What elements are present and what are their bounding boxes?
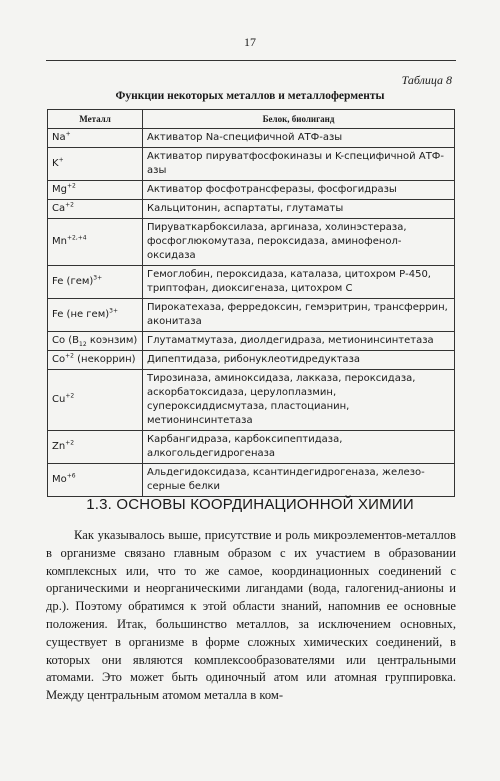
metal-cell — [48, 181, 143, 200]
table-row — [48, 370, 455, 431]
metal-note: коэнзим) — [86, 335, 138, 346]
protein-cell: Пируваткарбоксилаза, аргиназа, холинэстераза, фосфоглюкомутаза, пероксидаза, аминофенол-оксидаза — [143, 219, 455, 266]
metal-charge: +2 — [65, 201, 74, 209]
table-header-row — [48, 110, 455, 129]
metal-charge: + — [65, 130, 71, 138]
metal-charge: +6 — [66, 472, 76, 480]
metal-symbol: Zn — [52, 441, 66, 452]
metal-symbol: K — [52, 158, 59, 169]
metal-symbol: Cu — [52, 394, 66, 405]
metal-symbol: Fe (гем) — [52, 276, 94, 287]
body-paragraph: Как указывалось выше, присутствие и роль микроэлементов-металлов в организме связано главным образом с их участием в образовании комплексных или, что то же самое, координационных соединений с органическими и неорганическими лигандами (вода, галогенид-анионы и др.). Поэтому обратимся к этой области знаний, напомнив ее основные положения. Итак, большинство металлов, за исключением основных, существует в организме в форме сложных химических соединений, в которых они являются комплексообразователями или центральными атомами. Это может быть одиночный атом или атомная группировка. Между центральным атомом металла в ком- — [46, 528, 456, 703]
metal-cell — [48, 299, 143, 332]
metal-charge: +2 — [65, 439, 75, 447]
metal-symbol: Mg — [52, 184, 67, 195]
metal-cell — [48, 351, 143, 370]
metal-cell — [48, 129, 143, 148]
table-title: Функции некоторых металлов и металлоферменты — [115, 90, 385, 102]
table-body — [48, 129, 455, 497]
protein-cell: Кальцитонин, аспартаты, глутаматы — [143, 200, 455, 219]
table-row — [48, 299, 455, 332]
table-row — [48, 219, 455, 266]
table-row — [48, 332, 455, 351]
protein-cell: Активатор пируватфосфокиназы и K-специфичной АТФ-азы — [143, 148, 455, 181]
metal-symbol: Fe (не гем) — [52, 309, 110, 320]
table-row — [48, 181, 455, 200]
header-rule — [46, 60, 456, 61]
protein-cell: Активатор фосфотрансферазы, фосфогидразы — [143, 181, 455, 200]
metal-note: (некоррин) — [73, 354, 136, 365]
table-row — [48, 266, 455, 299]
table-row — [48, 129, 455, 148]
table-row — [48, 431, 455, 464]
metal-symbol: Na — [52, 132, 66, 143]
column-header-protein: Белок, биолиганд — [143, 110, 455, 129]
section-heading: 1.3. ОСНОВЫ КООРДИНАЦИОННОЙ ХИМИИ — [86, 496, 414, 513]
protein-cell: Карбангидраза, карбоксипептидаза, алкогольдегидрогеназа — [143, 431, 455, 464]
metal-cell — [48, 200, 143, 219]
metal-charge: +2 — [65, 352, 74, 360]
metal-cell — [48, 431, 143, 464]
table-row — [48, 464, 455, 497]
metal-cell — [48, 464, 143, 497]
protein-cell: Тирозиназа, аминоксидаза, лакказа, пероксидаза, аскорбатоксидаза, церулоплазмин, супероксиддисмутаза, пластоцианин, метионинсинтетаза — [143, 370, 455, 431]
metal-charge: 3+ — [93, 274, 103, 282]
metal-charge: 3+ — [109, 307, 119, 315]
table-row — [48, 200, 455, 219]
metal-charge: +2,+4 — [66, 234, 87, 242]
metals-table — [47, 109, 455, 497]
column-header-metal: Металл — [48, 110, 143, 129]
protein-cell: Пирокатехаза, ферредоксин, гемэритрин, трансферрин, аконитаза — [143, 299, 455, 332]
table-label: Таблица 8 — [401, 73, 452, 87]
metal-symbol: Co (B — [52, 335, 80, 346]
metal-symbol: Co — [52, 354, 66, 365]
metal-charge: + — [58, 156, 64, 164]
protein-cell: Альдегидоксидаза, ксантиндегидрогеназа, железо-серные белки — [143, 464, 455, 497]
metal-symbol: Mo — [52, 474, 67, 485]
protein-cell: Глутаматмутаза, диолдегидраза, метионинсинтетаза — [143, 332, 455, 351]
metal-symbol: Mn — [52, 236, 67, 247]
table-row — [48, 148, 455, 181]
protein-cell: Гемоглобин, пероксидаза, каталаза, цитохром Р-450, триптофан, диоксигеназа, цитохром С — [143, 266, 455, 299]
metal-cell — [48, 332, 143, 351]
metal-cell — [48, 148, 143, 181]
metal-subscript: 12 — [79, 341, 87, 348]
metal-cell — [48, 370, 143, 431]
metal-symbol: Ca — [52, 203, 66, 214]
metal-cell — [48, 219, 143, 266]
protein-cell: Активатор Na-специфичной АТФ-азы — [143, 129, 455, 148]
metal-charge: +2 — [66, 182, 76, 190]
metal-cell — [48, 266, 143, 299]
metal-charge: +2 — [65, 392, 75, 400]
table-row — [48, 351, 455, 370]
page-number: 17 — [244, 35, 256, 49]
protein-cell: Дипептидаза, рибонуклеотидредуктаза — [143, 351, 455, 370]
